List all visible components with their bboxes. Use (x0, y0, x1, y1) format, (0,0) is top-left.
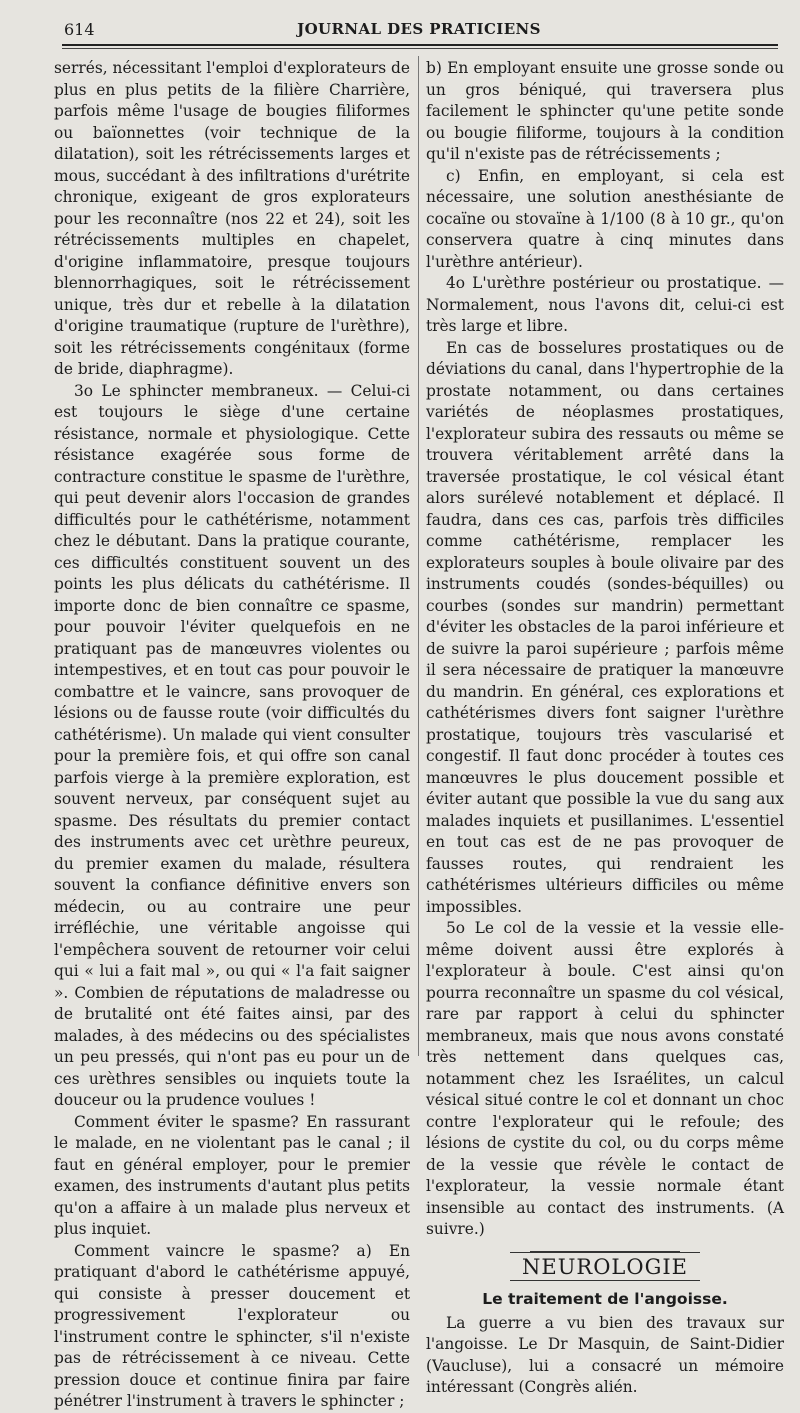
left-paragraph-2: 3o Le sphincter membraneux. — Celui-ci est toujours le siège d'une certaine résistance, normale et physiologique. Cette résistance exagérée sous forme de contracture constitue le spasme de l'urèthre, qui peut devenir alors l'occasion de grandes difficultés pour le cathétérisme, notamment chez le débutant. Dans la pratique courante, ces difficultés constituent souvent un des points les plus délicats du cathétérisme. Il importe donc de bien connaître ce spasme, pour pouvoir l'éviter quelquefois en ne pratiquant pas de manœuvres violentes ou intempestives, et en tout cas pour pouvoir le combattre et le vaincre, sans provoquer de lésions ou de fausse route (voir difficultés du cathétérisme). Un malade qui vient consulter pour la première fois, et qui offre son canal parfois vierge à la première exploration, est souvent nerveux, par conséquent sujet au spasme. Des résultats du premier contact des instruments avec cet urèthre peureux, du premier examen du malade, résultera souvent la confiance définitive envers son médecin, ou au contraire une peur irréfléchie, une véritable angoisse qui l'empêchera souvent de retourner voir celui qui « lui a fait mal », ou qui « l'a fait saigner ». Combien de réputations de maladresse ou de brutalité ont été faites ainsi, par des malades, à des médecins ou des spécialistes un peu pressés, qui n'ont pas eu pour un de ces urèthres sensibles ou inquiets toute la douceur ou la prudence voulues ! (54, 381, 410, 1109)
article-title: Le traitement de l'angoisse. (482, 1290, 728, 1308)
right-column (426, 58, 784, 1399)
right-paragraph-2: c) Enfin, en employant, si cela est nécessaire, une solution anesthésiante de cocaïne ou stovaïne à 1/100 (8 à 10 gr., qu'on conservera quatre à cinq minutes dans l'urèthre antérieur). (426, 166, 784, 271)
right-paragraph-4: En cas de bosselures prostatiques ou de déviations du canal, dans l'hypertrophie de la prostate notamment, ou dans certaines variétés de néoplasmes prostatiques, l'explorateur subira des ressauts ou même se trouvera véritablement arrêté dans la traversée prostatique, le col vésical étant alors surélevé notablement et déplacé. Il faudra, dans ces cas, parfois très difficiles comme cathétérisme, remplacer les explorateurs souples à boule olivaire par des instruments coudés (sondes-béquilles) ou courbes (sondes sur mandrin) permettant d'éviter les obstacles de la paroi inférieure et de suivre la paroi supérieure ; parfois même il sera nécessaire de pratiquer la manœuvre du mandrin. En général, ces explorations et cathétérismes divers font saigner l'urèthre prostatique, toujours très vascularisé et congestif. Il faut donc procéder à toutes ces manœuvres le plus doucement possible et éviter autant que possible la vue du sang aux malades inquiets et pusillanimes. L'essentiel en tout cas est de ne pas provoquer de fausses routes, qui rendraient les cathétérismes ultérieurs difficiles ou même impossibles. (426, 338, 784, 916)
right-paragraph-5: 5o Le col de la vessie et la vessie elle-même doivent aussi être explorés à l'explorateur à boule. C'est ainsi qu'on pourra reconnaître un spasme du col vésical, rare par rapport à celui du sphincter membraneux, mais que nous avons constaté très nettement dans quelques cas, notamment chez les Israélites, un calcul vésical situé contre le col et donnant un choc contre l'explorateur qui le refoule; des lésions de cystite du col, ou du corps même de la vessie que révèle le contact de l'explorateur, la vessie normale étant insensible au contact des instruments. (A suivre.) (426, 919, 784, 1238)
running-title: JOURNAL DES PRATICIENS (297, 20, 541, 38)
page-header (64, 20, 774, 42)
column-divider (418, 56, 419, 1056)
left-paragraph-4: Comment vaincre le spasme? a) En pratiquant d'abord le cathétérisme appuyé, qui consiste à presser doucement et progressivement l'explorateur ou l'instrument contre le sphincter, s'il n'existe pas de rétrécissement à ce niveau. Cette pression douce et continue finira par faire pénétrer l'instrument à travers le sphincter ; (54, 1241, 410, 1410)
left-column (54, 58, 410, 1413)
section-heading (426, 1251, 784, 1282)
header-rule (62, 44, 778, 46)
header-rule-thin (62, 48, 778, 49)
right-paragraph-3: 4o L'urèthre postérieur ou prostatique. — Normalement, nous l'avons dit, celui-ci est très large et libre. (426, 274, 784, 335)
section-title: NEUROLOGIE (510, 1252, 700, 1282)
page-number: 614 (64, 20, 95, 39)
left-paragraph-1: serrés, nécessitant l'emploi d'explorateurs de plus en plus petits de la filière Charrière, parfois même l'usage de bougies filiformes ou baïonnettes (voir technique de la dilatation), soit les rétrécissements larges et mous, succédant à des infiltrations d'urétrite chronique, exigeant de gros explorateurs pour les reconnaître (nos 22 et 24), soit les rétrécissements multiples en chapelet, d'origine inflammatoire, presque toujours blennorrhagiques, soit le rétrécissement unique, très dur et rebelle à la dilatation d'origine traumatique (rupture de l'urèthre), soit les rétrécissements congénitaux (forme de bride, diaphragme). (54, 59, 410, 378)
right-paragraph-6: La guerre a vu bien des travaux sur l'angoisse. Le Dr Masquin, de Saint-Didier (Vaucluse), lui a consacré un mémoire intéressant (Congrès alién. (426, 1313, 784, 1396)
left-paragraph-3: Comment éviter le spasme? En rassurant le malade, en ne violentant pas le canal ; il faut en général employer, pour le premier examen, des instruments d'autant plus petits qu'on a affaire à un malade plus nerveux et plus inquiet. (54, 1112, 410, 1238)
right-paragraph-1: b) En employant ensuite une grosse sonde ou un gros béniqué, qui traversera plus facilement le sphincter qu'une petite sonde ou bougie filiforme, toujours à la condition qu'il n'existe pas de rétrécissements ; (426, 59, 784, 163)
